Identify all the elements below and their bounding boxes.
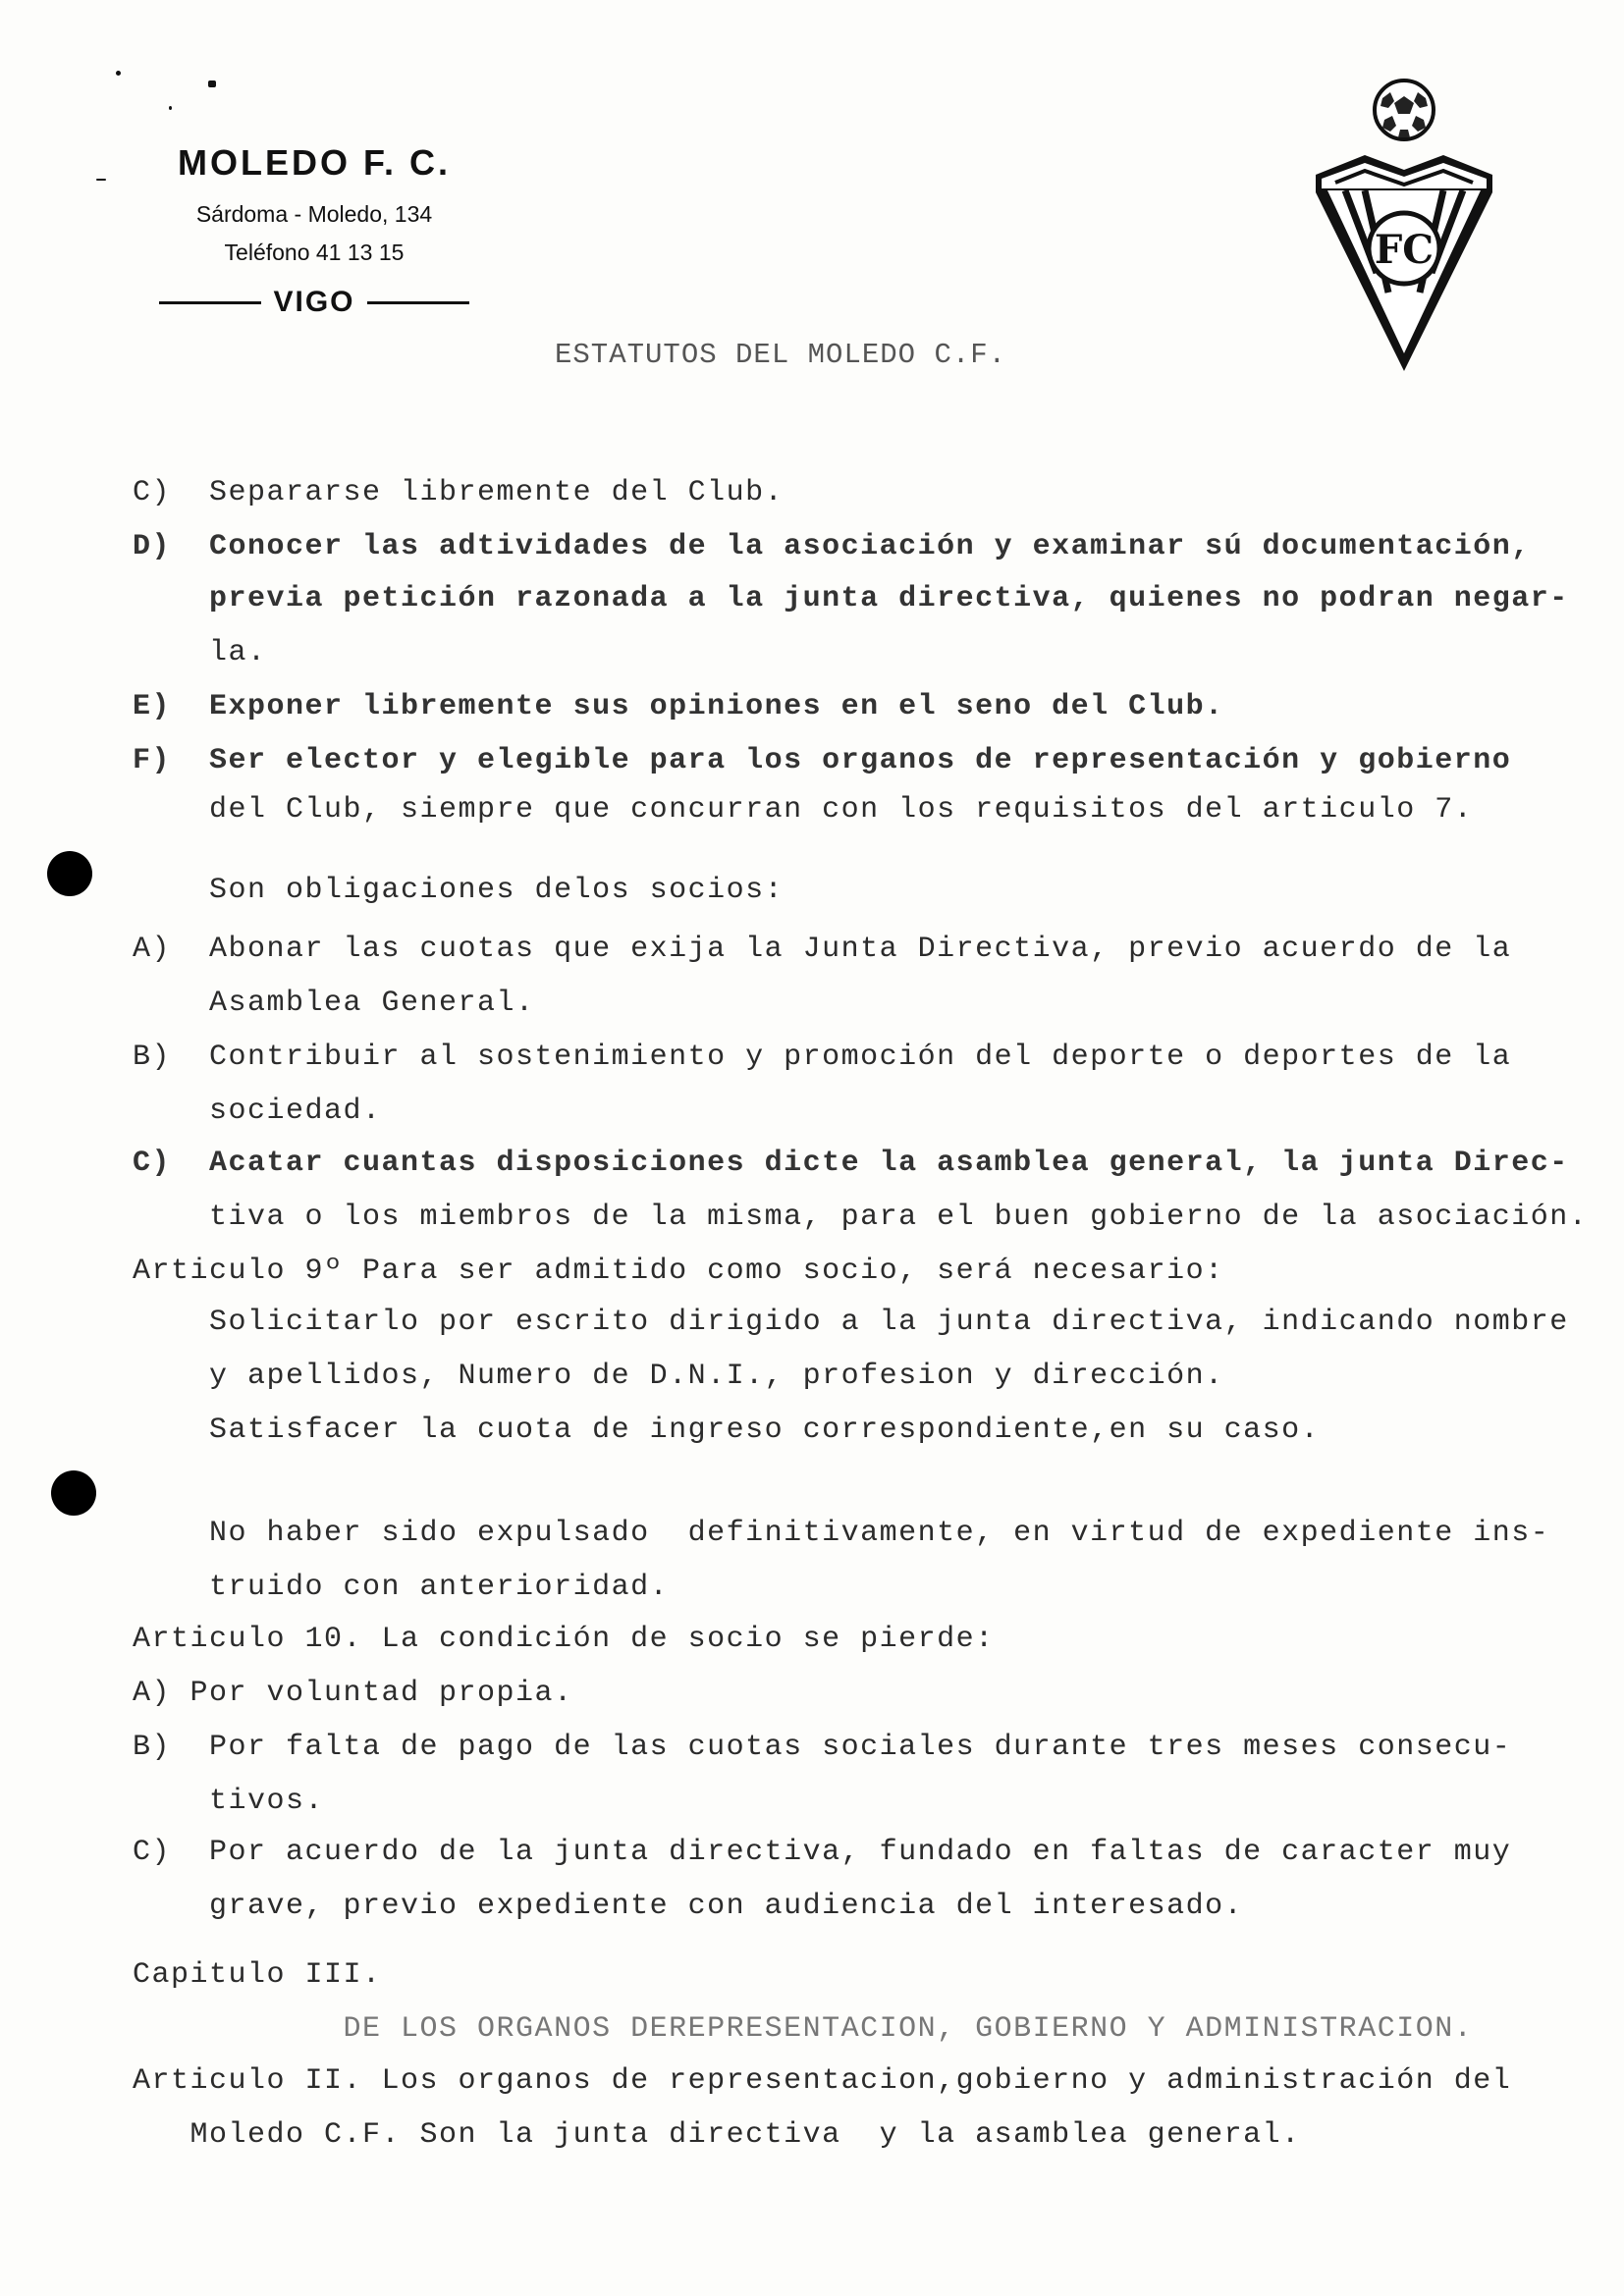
text-line: DE LOS ORGANOS DEREPRESENTACION, GOBIERNO Y ADMINISTRACION. — [133, 2012, 1474, 2046]
text-line: Moledo C.F. Son la junta directiva y la asamblea general. — [133, 2118, 1301, 2152]
text-line: sociedad. — [133, 1095, 382, 1128]
scan-speck — [96, 179, 106, 181]
city-rule-left — [159, 301, 261, 304]
scan-speck — [169, 106, 172, 110]
text-line: E) Exponer libremente sus opiniones en el seno del Club. — [133, 690, 1224, 723]
text-line: C) Acatar cuantas disposiciones dicte la asamblea general, la junta Direc- — [133, 1147, 1569, 1180]
text-line: Son obligaciones delos socios: — [133, 874, 785, 907]
text-line: y apellidos, Numero de D.N.I., profesion y dirección. — [133, 1360, 1224, 1393]
text-line: C) Por acuerdo de la junta directiva, fundado en faltas de caracter muy — [133, 1836, 1512, 1869]
text-line: Solicitarlo por escrito dirigido a la junta directiva, indicando nombre — [133, 1306, 1569, 1339]
scan-speck — [208, 80, 216, 87]
club-phone: Teléfono 41 13 15 — [224, 240, 405, 265]
city-rule-right — [367, 301, 469, 304]
text-line: Articulo 10. La condición de socio se pierde: — [133, 1623, 995, 1656]
punch-hole-top — [47, 851, 92, 896]
club-address: Sárdoma - Moledo, 134 — [195, 201, 433, 227]
text-line: Satisfacer la cuota de ingreso correspondiente,en su caso. — [133, 1414, 1321, 1447]
text-line: previa petición razonada a la junta directiva, quienes no podran negar- — [133, 582, 1569, 615]
text-line: grave, previo expediente con audiencia del interesado. — [133, 1890, 1244, 1923]
text-line: B) Contribuir al sostenimiento y promoción del deporte o deportes de la — [133, 1041, 1512, 1074]
text-line: tiva o los miembros de la misma, para el buen gobierno de la asociación. — [133, 1201, 1589, 1234]
scan-speck — [116, 71, 121, 76]
city-name: VIGO — [273, 286, 355, 318]
club-crest-icon — [1306, 77, 1502, 371]
text-line: A) Abonar las cuotas que exija la Junta Directiva, previo acuerdo de la — [133, 933, 1512, 966]
text-line: D) Conocer las adtividades de la asociación y examinar sú documentación, — [133, 530, 1531, 563]
text-line: F) Ser elector y elegible para los organos de representación y gobierno — [133, 744, 1512, 777]
city-row — [147, 286, 481, 319]
text-line: B) Por falta de pago de las cuotas sociales durante tres meses consecu- — [133, 1731, 1512, 1764]
svg-text:FC: FC — [1374, 227, 1435, 273]
text-line: del Club, siempre que concurran con los requisitos del articulo 7. — [133, 793, 1474, 827]
text-line: A) Por voluntad propia. — [133, 1677, 573, 1710]
document-title: ESTATUTOS DEL MOLEDO C.F. — [555, 339, 1007, 371]
text-line: Asamblea General. — [133, 987, 535, 1020]
text-line: truido con anterioridad. — [133, 1571, 670, 1604]
text-line: Articulo II. Los organos de representacion,gobierno y administración del — [133, 2064, 1512, 2098]
club-name: MOLEDO F. C. — [178, 142, 451, 183]
text-line: tivos. — [133, 1785, 325, 1818]
punch-hole-bottom — [51, 1470, 96, 1516]
text-line: No haber sido expulsado definitivamente, en virtud de expediente ins- — [133, 1517, 1550, 1550]
text-line: Articulo 9º Para ser admitido como socio, será necesario: — [133, 1255, 1224, 1288]
text-line: Capitulo III. — [133, 1958, 382, 1992]
letterhead — [128, 142, 481, 319]
text-line: la. — [133, 636, 267, 669]
text-line: C) Separarse libremente del Club. — [133, 476, 785, 509]
